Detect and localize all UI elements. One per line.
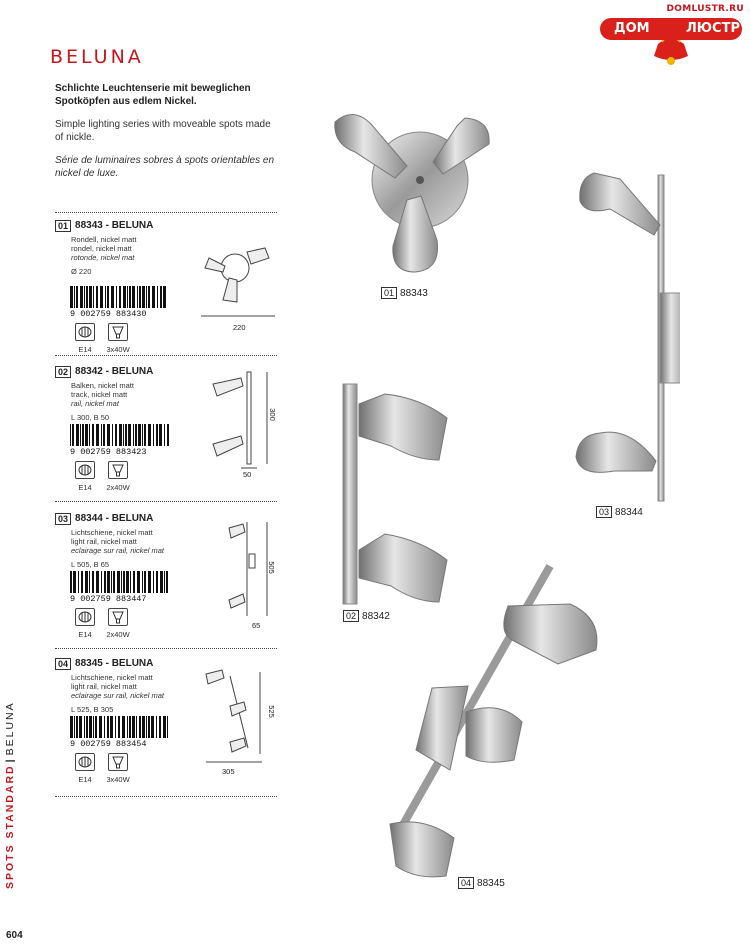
product-desc-de: Balken, nickel matt <box>71 380 134 390</box>
dim-width-88342: 50 <box>243 470 252 479</box>
domlustr-logo <box>600 4 748 66</box>
product-desc-en: light rail, nickel matt <box>71 536 137 546</box>
section-divider <box>55 648 277 649</box>
photo-tag-number: 03 <box>596 506 612 518</box>
product-number: 01 <box>55 220 71 232</box>
product-dimensions: L 300, B 50 <box>71 412 110 422</box>
barcode-number: 9 002759 883454 <box>70 739 147 749</box>
reflector-bulb-icon <box>108 461 128 479</box>
section-divider <box>55 212 277 213</box>
barcode-graphic <box>70 424 170 446</box>
product-desc-de: Rondell, nickel matt <box>71 234 137 244</box>
product-number: 02 <box>55 366 71 378</box>
wattage: 3x40W <box>106 775 130 784</box>
product-photo-88345 <box>380 560 610 880</box>
dim-width-88345: 305 <box>222 767 235 776</box>
photo-tag-88342 <box>343 610 390 622</box>
photo-tag-88345 <box>458 877 505 889</box>
page-number: 604 <box>6 930 23 941</box>
side-series: BELUNA <box>4 701 16 756</box>
barcode-graphic <box>70 571 170 593</box>
photo-tag-code: 88342 <box>362 611 390 622</box>
barcode-number: 9 002759 883423 <box>70 447 147 457</box>
bulb-socket-icon <box>75 753 95 771</box>
product-photo-88343 <box>325 100 495 280</box>
socket-type: E14 <box>78 775 92 784</box>
product-dimensions: L 505, B 65 <box>71 559 110 569</box>
photo-tag-code: 88343 <box>400 288 428 299</box>
product-desc-en: track, nickel matt <box>71 389 128 399</box>
dim-width-88344: 65 <box>252 621 261 630</box>
wattage: 3x40W <box>106 345 130 354</box>
wattage: 2x40W <box>106 630 130 639</box>
reflector-bulb-icon <box>108 323 128 341</box>
product-desc-en: rondel, nickel matt <box>71 243 132 253</box>
socket-type: E14 <box>78 630 92 639</box>
side-category: SPOTS STANDARD <box>4 764 16 889</box>
dim-height-88344: 505 <box>266 561 276 574</box>
barcode-graphic <box>70 286 170 308</box>
product-drawing-88344 <box>225 518 285 623</box>
description-german: Schlichte Leuchtenserie mit beweglichen Spotköpfen aus edlem Nickel. <box>55 83 251 107</box>
product-code: 88344 - BELUNA <box>75 513 154 524</box>
photo-tag-code: 88344 <box>615 507 643 518</box>
logo-word-1: ДОМ <box>614 21 650 36</box>
product-drawing-88343 <box>195 238 285 318</box>
reflector-bulb-icon <box>108 608 128 626</box>
photo-tag-code: 88345 <box>477 878 505 889</box>
bulb-socket-icon <box>75 323 95 341</box>
photo-tag-number: 04 <box>458 877 474 889</box>
dim-height-88342: 300 <box>267 408 277 421</box>
side-separator: | <box>4 757 16 763</box>
product-code: 88343 - BELUNA <box>75 220 154 231</box>
product-desc-fr: rotonde, nickel mat <box>71 252 135 262</box>
product-number: 04 <box>55 658 71 670</box>
bulb-socket-icon <box>75 608 95 626</box>
photo-tag-88344 <box>596 506 643 518</box>
product-desc-fr: eclairage sur rail, nickel mat <box>71 545 164 555</box>
barcode-graphic <box>70 716 170 738</box>
photo-tag-number: 01 <box>381 287 397 299</box>
dim-height-88345: 525 <box>266 705 276 718</box>
product-code: 88342 - BELUNA <box>75 366 154 377</box>
description-french: Série de luminaires sobres à spots orientables en nickel de luxe. <box>55 155 275 179</box>
socket-type: E14 <box>78 483 92 492</box>
product-dimensions: Ø 220 <box>71 266 92 276</box>
dim-width-88343: 220 <box>233 323 246 332</box>
section-divider <box>55 501 277 502</box>
bulb-socket-icon <box>75 461 95 479</box>
section-divider <box>55 355 277 356</box>
side-category-label <box>4 701 16 889</box>
product-desc-fr: eclairage sur rail, nickel mat <box>71 690 164 700</box>
product-dimensions: L 525, B 305 <box>71 704 114 714</box>
product-desc-de: Lichtschiene, nickel matt <box>71 672 153 682</box>
reflector-bulb-icon <box>108 753 128 771</box>
product-photo-88344 <box>560 165 680 505</box>
product-desc-fr: rail, nickel mat <box>71 398 119 408</box>
barcode-number: 9 002759 883430 <box>70 309 147 319</box>
description-english: Simple lighting series with moveable spots made of nickle. <box>55 119 271 143</box>
section-divider <box>55 796 277 797</box>
logo-word-2: ЛЮСТР <box>686 21 740 36</box>
product-desc-de: Lichtschiene, nickel matt <box>71 527 153 537</box>
barcode-number: 9 002759 883447 <box>70 594 147 604</box>
socket-type: E14 <box>78 345 92 354</box>
photo-tag-number: 02 <box>343 610 359 622</box>
page-title: BELUNA <box>50 46 144 68</box>
product-number: 03 <box>55 513 71 525</box>
logo-url[interactable]: DOMLUSTR.RU <box>666 4 744 14</box>
product-desc-en: light rail, nickel matt <box>71 681 137 691</box>
product-code: 88345 - BELUNA <box>75 658 154 669</box>
photo-tag-88343 <box>381 287 428 299</box>
product-header <box>55 220 277 233</box>
wattage: 2x40W <box>106 483 130 492</box>
